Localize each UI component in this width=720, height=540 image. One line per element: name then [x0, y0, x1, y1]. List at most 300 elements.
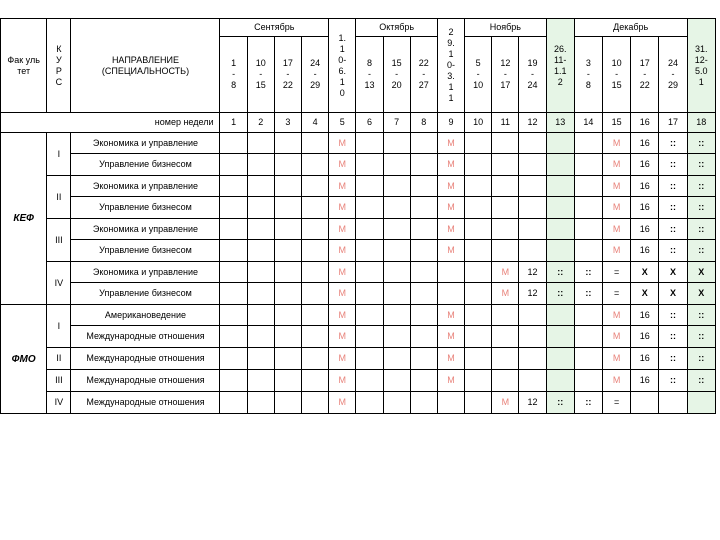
- week-cell: [274, 240, 301, 262]
- week-cell: [546, 197, 574, 219]
- week-number: 10: [465, 113, 492, 133]
- week-cell: [220, 219, 247, 240]
- week-cell: 16: [631, 176, 659, 197]
- week-cell: [247, 133, 274, 154]
- week-cell: [492, 348, 519, 370]
- schedule-row: [1, 197, 716, 219]
- week-number: 8: [410, 113, 437, 133]
- week-cell: ::: [687, 154, 715, 176]
- week-cell: М: [329, 176, 356, 197]
- week-cell: М: [603, 154, 631, 176]
- week-cell: [383, 370, 410, 392]
- week-cell: М: [437, 154, 464, 176]
- direction-cell: Международные отношения: [71, 370, 220, 392]
- week-cell: [410, 240, 437, 262]
- month-october: Октябрь: [356, 19, 438, 37]
- week-cell: М: [437, 326, 464, 348]
- week-cell: [356, 326, 383, 348]
- week-cell: [574, 348, 602, 370]
- week-cell: [274, 133, 301, 154]
- week-cell: 16: [631, 219, 659, 240]
- week-cell: [220, 392, 247, 414]
- direction-cell: Международные отношения: [71, 326, 220, 348]
- week-cell: [574, 240, 602, 262]
- direction-cell: Международные отношения: [71, 348, 220, 370]
- week-cell: ::: [659, 154, 687, 176]
- course-header: К У Р С: [47, 19, 71, 113]
- week-cell: [356, 176, 383, 197]
- week-cell: [465, 392, 492, 414]
- week-cell: [410, 392, 437, 414]
- week-cell: [465, 240, 492, 262]
- week-cell: 12: [519, 392, 546, 414]
- week-cell: [220, 154, 247, 176]
- week-cell: [302, 392, 329, 414]
- week-cell: [546, 219, 574, 240]
- direction-cell: Управление бизнесом: [71, 283, 220, 305]
- week-cell: [410, 219, 437, 240]
- week-cell: [574, 197, 602, 219]
- week-range-2: 10 - 15: [247, 37, 274, 113]
- week-cell: [302, 176, 329, 197]
- week-cell: [274, 154, 301, 176]
- week-cell: [546, 133, 574, 154]
- week-cell: [519, 240, 546, 262]
- week-number-label: номер недели: [1, 113, 220, 133]
- week-cell: [220, 370, 247, 392]
- week-cell: [574, 305, 602, 326]
- week-cell: [546, 154, 574, 176]
- week-cell: [356, 197, 383, 219]
- week-cell: [437, 283, 464, 305]
- week-cell: [410, 133, 437, 154]
- week-cell: X: [631, 262, 659, 283]
- week-cell: ::: [659, 133, 687, 154]
- week-range-10: 5 - 10: [465, 37, 492, 113]
- week-cell: [247, 392, 274, 414]
- week-number: 16: [631, 113, 659, 133]
- week-cell: ::: [687, 133, 715, 154]
- week-cell: 16: [631, 197, 659, 219]
- week-cell: [220, 305, 247, 326]
- week-cell: ::: [687, 240, 715, 262]
- week-number: 11: [492, 113, 519, 133]
- week-cell: [302, 154, 329, 176]
- week-cell: М: [437, 240, 464, 262]
- week-cell: ::: [659, 176, 687, 197]
- week-cell: =: [603, 283, 631, 305]
- week-cell: [465, 154, 492, 176]
- week-cell: [302, 305, 329, 326]
- week-cell: М: [603, 197, 631, 219]
- week-number: 14: [574, 113, 602, 133]
- week-cell: М: [492, 283, 519, 305]
- week-cell: [247, 305, 274, 326]
- week-number-row: [1, 113, 716, 133]
- week-cell: [383, 392, 410, 414]
- week-cell: [546, 176, 574, 197]
- week-cell: М: [603, 219, 631, 240]
- week-range-14: 3 - 8: [574, 37, 602, 113]
- week-number: 3: [274, 113, 301, 133]
- week-cell: [247, 240, 274, 262]
- week-cell: М: [603, 348, 631, 370]
- week-cell: М: [437, 348, 464, 370]
- week-cell: ::: [546, 283, 574, 305]
- week-range-3: 17 - 22: [274, 37, 301, 113]
- week-number: 17: [659, 113, 687, 133]
- week-cell: [410, 348, 437, 370]
- week-cell: М: [603, 370, 631, 392]
- faculty-header: Фак уль тет: [1, 19, 47, 113]
- week-cell: М: [329, 392, 356, 414]
- week-cell: [465, 262, 492, 283]
- week-cell: [220, 262, 247, 283]
- week-cell: [383, 240, 410, 262]
- week-range-12: 19 - 24: [519, 37, 546, 113]
- week-cell: [492, 176, 519, 197]
- week-cell: [247, 283, 274, 305]
- week-cell: 16: [631, 154, 659, 176]
- week-cell: ::: [687, 370, 715, 392]
- week-cell: [356, 392, 383, 414]
- month-november: Ноябрь: [465, 19, 547, 37]
- week-cell: =: [603, 392, 631, 414]
- week-cell: [519, 197, 546, 219]
- week-cell: [247, 197, 274, 219]
- week-cell: [220, 197, 247, 219]
- week-cell: [383, 219, 410, 240]
- week-range-15: 10 - 15: [603, 37, 631, 113]
- week-cell: ::: [687, 176, 715, 197]
- week-cell: 16: [631, 240, 659, 262]
- week-cell: ::: [546, 262, 574, 283]
- week-cell: [274, 219, 301, 240]
- week-cell: [220, 348, 247, 370]
- week-number: 1: [220, 113, 247, 133]
- week-cell: М: [492, 392, 519, 414]
- week-cell: [220, 176, 247, 197]
- week-range-8: 22 - 27: [410, 37, 437, 113]
- month-december: Декабрь: [574, 19, 687, 37]
- week-cell: 16: [631, 133, 659, 154]
- week-cell: [410, 176, 437, 197]
- month-september: Сентябрь: [220, 19, 329, 37]
- week-number: 4: [302, 113, 329, 133]
- week-cell: [274, 197, 301, 219]
- schedule-row: [1, 219, 716, 240]
- week-cell: 16: [631, 326, 659, 348]
- week-cell: М: [329, 133, 356, 154]
- week-number: 18: [687, 113, 715, 133]
- direction-cell: Экономика и управление: [71, 262, 220, 283]
- week-range-6: 8 - 13: [356, 37, 383, 113]
- direction-cell: Экономика и управление: [71, 176, 220, 197]
- week-cell: М: [329, 370, 356, 392]
- schedule-row: [1, 305, 716, 326]
- week-cell: =: [603, 262, 631, 283]
- week-cell: 16: [631, 370, 659, 392]
- week-cell: X: [659, 283, 687, 305]
- course-cell: IV: [47, 262, 71, 305]
- schedule-row: [1, 370, 716, 392]
- week-cell: М: [329, 305, 356, 326]
- week-cell: ::: [659, 370, 687, 392]
- week-cell: [383, 197, 410, 219]
- week-cell: [247, 176, 274, 197]
- direction-cell: Управление бизнесом: [71, 240, 220, 262]
- week-cell: М: [437, 133, 464, 154]
- week-cell: [302, 240, 329, 262]
- course-cell: II: [47, 348, 71, 370]
- week-cell: [274, 348, 301, 370]
- week-cell: [383, 176, 410, 197]
- week-number: 12: [519, 113, 546, 133]
- week-cell: [519, 219, 546, 240]
- week-range-16: 17 - 22: [631, 37, 659, 113]
- schedule-row: [1, 283, 716, 305]
- week-cell: [383, 133, 410, 154]
- week-range-13: 26. 11- 1.1 2: [546, 19, 574, 113]
- week-cell: М: [437, 176, 464, 197]
- week-cell: [302, 197, 329, 219]
- week-cell: [659, 392, 687, 414]
- schedule-row: [1, 392, 716, 414]
- faculty-cell: КЕФ: [1, 133, 47, 305]
- week-cell: [465, 133, 492, 154]
- week-cell: М: [492, 262, 519, 283]
- week-cell: М: [603, 326, 631, 348]
- week-cell: [546, 348, 574, 370]
- week-cell: 12: [519, 262, 546, 283]
- course-cell: IV: [47, 392, 71, 414]
- week-cell: X: [687, 262, 715, 283]
- week-cell: [356, 240, 383, 262]
- week-cell: [465, 219, 492, 240]
- month-row: [1, 19, 716, 37]
- week-cell: [356, 283, 383, 305]
- schedule-body: [1, 133, 716, 414]
- week-cell: 16: [631, 305, 659, 326]
- week-cell: [247, 262, 274, 283]
- direction-cell: Управление бизнесом: [71, 154, 220, 176]
- week-cell: [519, 133, 546, 154]
- week-cell: М: [329, 240, 356, 262]
- week-cell: [383, 348, 410, 370]
- week-cell: [465, 176, 492, 197]
- week-cell: [274, 176, 301, 197]
- week-cell: [574, 219, 602, 240]
- course-cell: II: [47, 176, 71, 219]
- week-cell: М: [437, 219, 464, 240]
- week-cell: М: [603, 240, 631, 262]
- week-cell: [247, 326, 274, 348]
- week-cell: [410, 326, 437, 348]
- week-cell: [302, 326, 329, 348]
- week-cell: [383, 305, 410, 326]
- week-number: 7: [383, 113, 410, 133]
- week-range-18: 31. 12- 5.0 1: [687, 19, 715, 113]
- week-cell: [302, 219, 329, 240]
- week-cell: [546, 370, 574, 392]
- week-cell: ::: [687, 197, 715, 219]
- week-cell: [383, 326, 410, 348]
- week-range-7: 15 - 20: [383, 37, 410, 113]
- week-cell: [220, 326, 247, 348]
- week-cell: М: [329, 197, 356, 219]
- week-cell: [410, 197, 437, 219]
- week-cell: [574, 133, 602, 154]
- week-cell: [519, 348, 546, 370]
- week-cell: [574, 154, 602, 176]
- week-number: 13: [546, 113, 574, 133]
- week-cell: ::: [687, 348, 715, 370]
- week-cell: М: [603, 305, 631, 326]
- week-cell: [519, 305, 546, 326]
- week-cell: [410, 154, 437, 176]
- week-range-9: 2 9. 1 0- 3. 1 1: [437, 19, 464, 113]
- week-cell: [247, 219, 274, 240]
- week-cell: [383, 283, 410, 305]
- week-cell: ::: [574, 392, 602, 414]
- week-cell: ::: [687, 326, 715, 348]
- week-cell: [492, 240, 519, 262]
- direction-cell: Экономика и управление: [71, 133, 220, 154]
- week-cell: [383, 262, 410, 283]
- week-cell: [274, 392, 301, 414]
- week-cell: [247, 348, 274, 370]
- week-cell: [687, 392, 715, 414]
- week-cell: [492, 133, 519, 154]
- week-cell: [410, 262, 437, 283]
- week-cell: М: [329, 348, 356, 370]
- week-cell: М: [603, 133, 631, 154]
- week-cell: [492, 197, 519, 219]
- week-cell: [465, 326, 492, 348]
- schedule-row: [1, 326, 716, 348]
- week-cell: [410, 305, 437, 326]
- week-cell: 16: [631, 348, 659, 370]
- week-cell: [274, 262, 301, 283]
- week-cell: М: [329, 219, 356, 240]
- course-cell: I: [47, 133, 71, 176]
- week-cell: [356, 219, 383, 240]
- direction-cell: Американоведение: [71, 305, 220, 326]
- week-cell: [274, 326, 301, 348]
- week-cell: 12: [519, 283, 546, 305]
- week-cell: [519, 326, 546, 348]
- week-cell: [410, 283, 437, 305]
- week-cell: [356, 262, 383, 283]
- faculty-cell: ФМО: [1, 305, 47, 414]
- week-cell: [356, 305, 383, 326]
- week-cell: X: [659, 262, 687, 283]
- week-cell: [437, 262, 464, 283]
- week-cell: М: [437, 197, 464, 219]
- schedule-row: [1, 262, 716, 283]
- schedule-row: [1, 348, 716, 370]
- week-cell: [574, 370, 602, 392]
- week-cell: [546, 240, 574, 262]
- week-cell: [302, 283, 329, 305]
- week-cell: [465, 370, 492, 392]
- week-cell: ::: [546, 392, 574, 414]
- schedule-row: [1, 133, 716, 154]
- week-number: 6: [356, 113, 383, 133]
- week-range-17: 24 - 29: [659, 37, 687, 113]
- week-cell: М: [329, 262, 356, 283]
- week-cell: X: [687, 283, 715, 305]
- week-cell: [574, 176, 602, 197]
- week-cell: [220, 240, 247, 262]
- course-cell: I: [47, 305, 71, 348]
- week-range-4: 24 - 29: [302, 37, 329, 113]
- week-cell: [274, 283, 301, 305]
- week-cell: ::: [574, 283, 602, 305]
- week-cell: [546, 326, 574, 348]
- direction-cell: Управление бизнесом: [71, 197, 220, 219]
- week-cell: [247, 154, 274, 176]
- week-cell: X: [631, 283, 659, 305]
- week-cell: [356, 370, 383, 392]
- week-cell: [465, 197, 492, 219]
- week-cell: [383, 154, 410, 176]
- direction-cell: Международные отношения: [71, 392, 220, 414]
- week-number: 9: [437, 113, 464, 133]
- week-cell: [274, 305, 301, 326]
- schedule-table: [0, 18, 716, 414]
- week-cell: ::: [687, 305, 715, 326]
- week-cell: [519, 370, 546, 392]
- week-cell: [302, 348, 329, 370]
- week-cell: [302, 370, 329, 392]
- schedule-row: [1, 240, 716, 262]
- week-cell: [519, 154, 546, 176]
- week-cell: [356, 133, 383, 154]
- course-cell: III: [47, 370, 71, 392]
- week-cell: [220, 283, 247, 305]
- week-cell: [465, 305, 492, 326]
- week-cell: ::: [659, 240, 687, 262]
- week-range-5: 1. 1 0- 6. 1 0: [329, 19, 356, 113]
- week-cell: [220, 133, 247, 154]
- week-number: 2: [247, 113, 274, 133]
- week-cell: [631, 392, 659, 414]
- week-cell: ::: [659, 219, 687, 240]
- week-cell: М: [329, 326, 356, 348]
- week-cell: ::: [659, 348, 687, 370]
- week-cell: [437, 392, 464, 414]
- week-cell: [274, 370, 301, 392]
- course-cell: III: [47, 219, 71, 262]
- week-cell: [546, 305, 574, 326]
- week-cell: М: [437, 370, 464, 392]
- week-range-11: 12 - 17: [492, 37, 519, 113]
- schedule-row: [1, 154, 716, 176]
- week-cell: ::: [574, 262, 602, 283]
- schedule-wrapper: [0, 18, 716, 414]
- week-range-1: 1 - 8: [220, 37, 247, 113]
- week-cell: М: [437, 305, 464, 326]
- week-cell: [492, 219, 519, 240]
- week-cell: [492, 326, 519, 348]
- week-cell: [492, 370, 519, 392]
- week-cell: [302, 262, 329, 283]
- week-cell: М: [603, 176, 631, 197]
- week-cell: [492, 154, 519, 176]
- week-cell: ::: [659, 197, 687, 219]
- week-cell: [574, 326, 602, 348]
